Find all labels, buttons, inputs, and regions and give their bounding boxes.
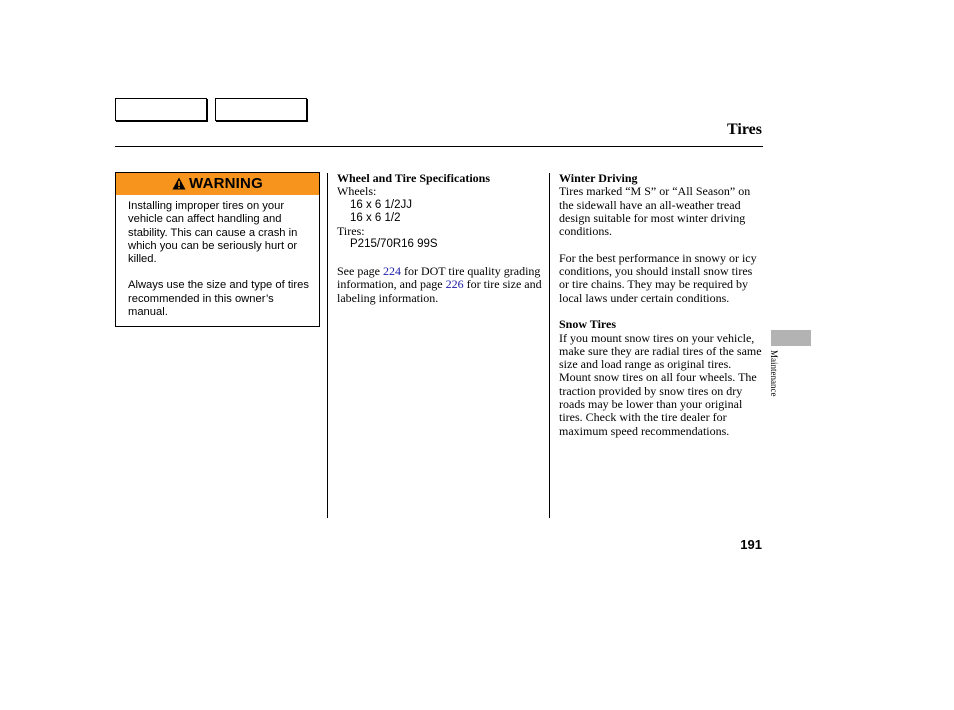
section-label: Maintenance [769,350,779,397]
wheel-size: 16 x 6 1/2JJ [350,198,413,211]
specs-heading: Wheel and Tire Specifications [337,171,491,185]
nav-forward-button[interactable] [215,98,307,121]
nav-back-button[interactable] [115,98,207,121]
tire-size: P215/70R16 99S [350,238,438,251]
section-tab[interactable] [771,330,811,346]
ref-text: for DOT tire quality grading information, and page [337,264,541,292]
winter-heading: Winter Driving [559,171,638,185]
tires-label: Tires: [337,224,365,239]
wheel-size: 16 x 6 1/2 [350,211,401,224]
warning-header [116,173,319,195]
header-rule [115,146,763,147]
ref-text: for tire size and labeling information. [337,277,542,305]
column-divider [549,173,550,518]
page-226-link[interactable]: 226 [445,277,464,292]
warning-label: WARNING [189,175,263,192]
page-title: Tires [727,121,762,138]
warning-icon [172,177,186,190]
page-number: 191 [740,537,762,552]
specs-reference [337,265,542,305]
specs-column [337,172,542,305]
warning-box [115,172,320,327]
snow-paragraph: If you mount snow tires on your vehicle, make sure they are radial tires of the same size and load range as original tires. Mount snow tires on all four wheels. The traction provided by snow tires on dry roads may be lower than your original tires. Check with the tire dealer for maximum speed recommendations. [559,330,762,438]
snow-heading: Snow Tires [559,317,617,332]
winter-paragraph: Tires marked “M S” or “All Season” on the sidewall have an all-weather tread design suitable for most winter driving conditions. [559,184,751,239]
winter-column [559,172,765,438]
warning-paragraph: Always use the size and type of tires recommended in this owner’s manual. [128,279,309,319]
winter-paragraph: For the best performance in snowy or icy conditions, you should install snow tires or tire chains. They may be required by local laws under certain conditions. [559,250,757,305]
warning-body [116,195,319,319]
page-224-link[interactable]: 224 [382,264,401,279]
ref-text: See page [337,264,383,279]
column-divider [327,173,328,518]
wheels-label: Wheels: [337,184,377,199]
warning-paragraph: Installing improper tires on your vehicle can affect handling and stability. This can cause a crash in which you can be seriously hurt or killed. [128,200,298,266]
